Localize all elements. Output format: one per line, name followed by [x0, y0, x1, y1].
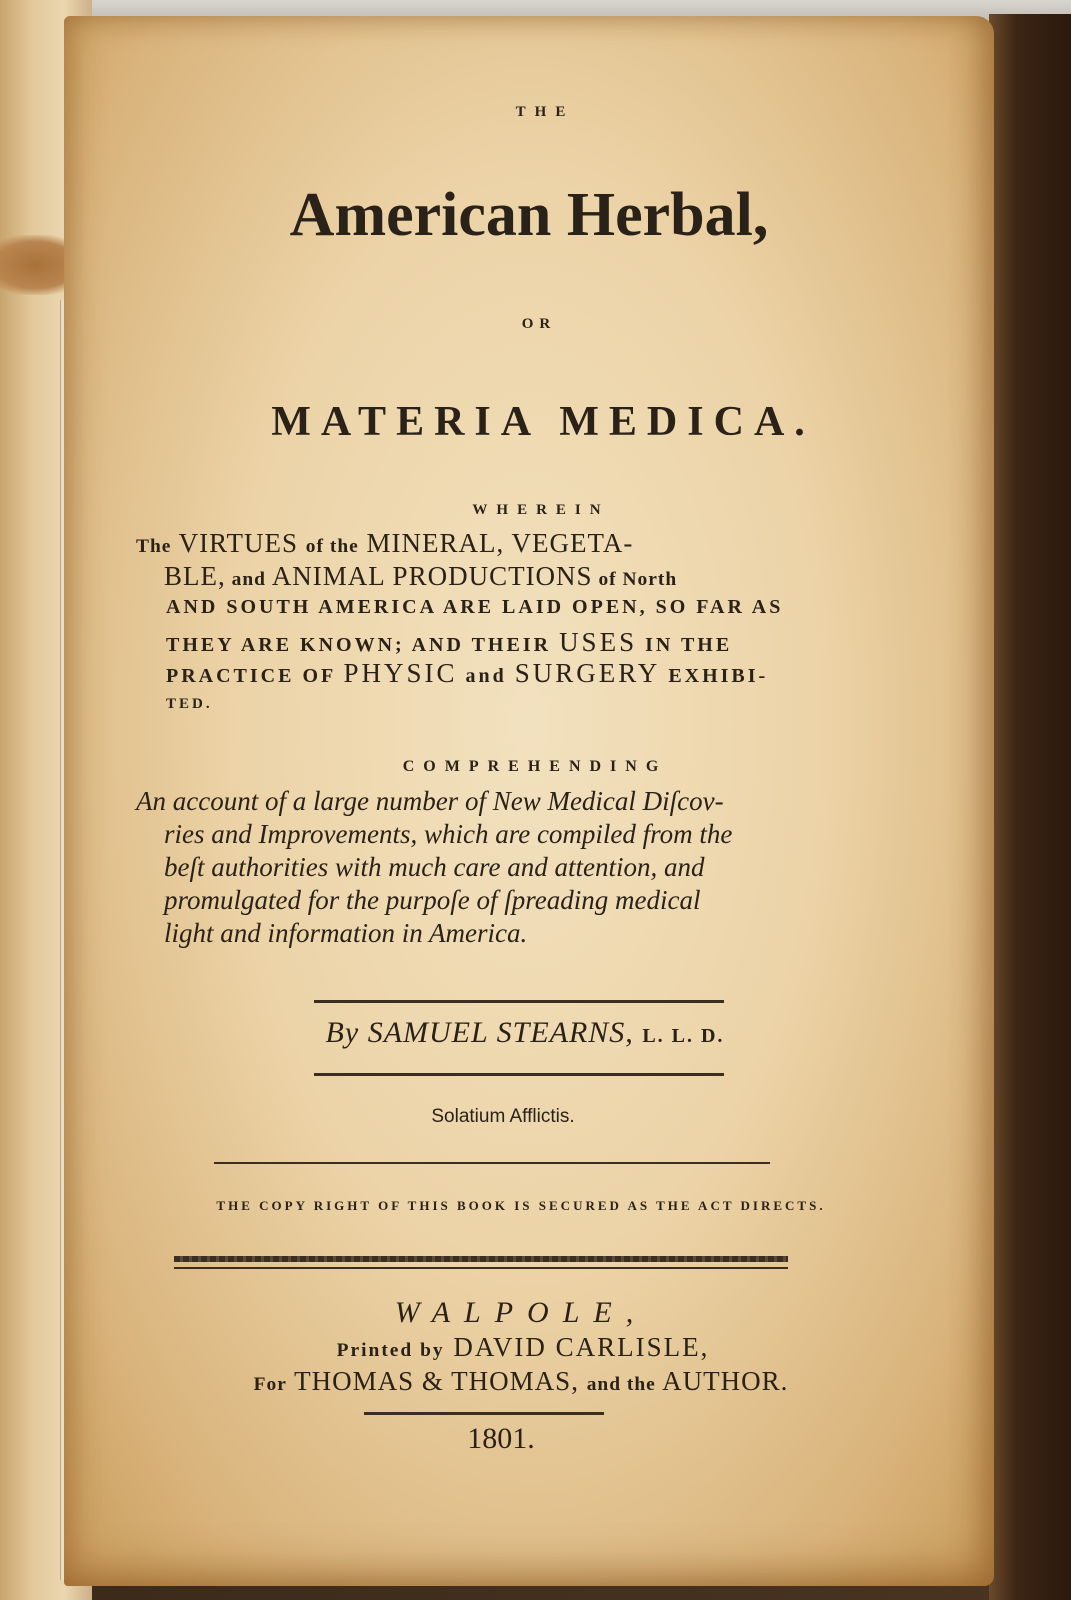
title-page — [64, 16, 994, 1586]
divider-rule — [174, 1267, 788, 1269]
description-line-2: BLE, and ANIMAL PRODUCTIONS of North — [164, 561, 678, 591]
comprehending-label: COMPREHENDING — [402, 758, 668, 775]
wherein-label: WHEREIN — [472, 502, 610, 518]
book-subtitle: MATERIA MEDICA. — [271, 399, 815, 445]
imprint-year: 1801. — [467, 1422, 535, 1455]
description-line-4: THEY ARE KNOWN; AND THEIR USES IN THE — [166, 627, 733, 657]
description-line-6: TED. — [166, 696, 213, 712]
divider-rule — [314, 1073, 724, 1076]
motto: Solatium Afflictis. — [431, 1106, 575, 1127]
book-binding — [989, 14, 1071, 1600]
imprint-place: WALPOLE, — [394, 1296, 648, 1329]
imprint-publishers: For THOMAS & THOMAS, and the AUTHOR. — [253, 1366, 789, 1396]
imprint-printer: Printed by DAVID CARLISLE, — [336, 1332, 710, 1362]
divider-rule — [314, 1000, 724, 1003]
account-line-4: promulgated for the purpoſe of ſpreading medical — [164, 885, 701, 915]
description-line-1: The VIRTUES of the MINERAL, VEGETA- — [136, 528, 634, 558]
author-line: By SAMUEL STEARNS, L. L. D. — [325, 1016, 725, 1049]
account-line-2: ries and Improvements, which are compiled from the — [164, 819, 733, 849]
divider-rule — [364, 1412, 604, 1415]
book-title: American Herbal, — [289, 181, 769, 249]
account-line-1: An account of a large number of New Medical Diſcov- — [136, 786, 724, 816]
description-line-5: PRACTICE OF PHYSIC and SURGERY EXHIBI- — [166, 658, 769, 688]
ornamental-rule — [174, 1256, 788, 1262]
account-line-5: light and information in America. — [164, 918, 528, 948]
description-line-3: AND SOUTH AMERICA ARE LAID OPEN, SO FAR AS — [166, 596, 784, 618]
divider-rule — [214, 1162, 770, 1164]
or-label: OR — [521, 316, 557, 332]
the-label: THE — [515, 104, 575, 120]
account-line-3: beſt authorities with much care and attention, and — [164, 852, 705, 882]
copyright-notice: THE COPY RIGHT OF THIS BOOK IS SECURED AS THE ACT DIRECTS. — [216, 1198, 826, 1213]
